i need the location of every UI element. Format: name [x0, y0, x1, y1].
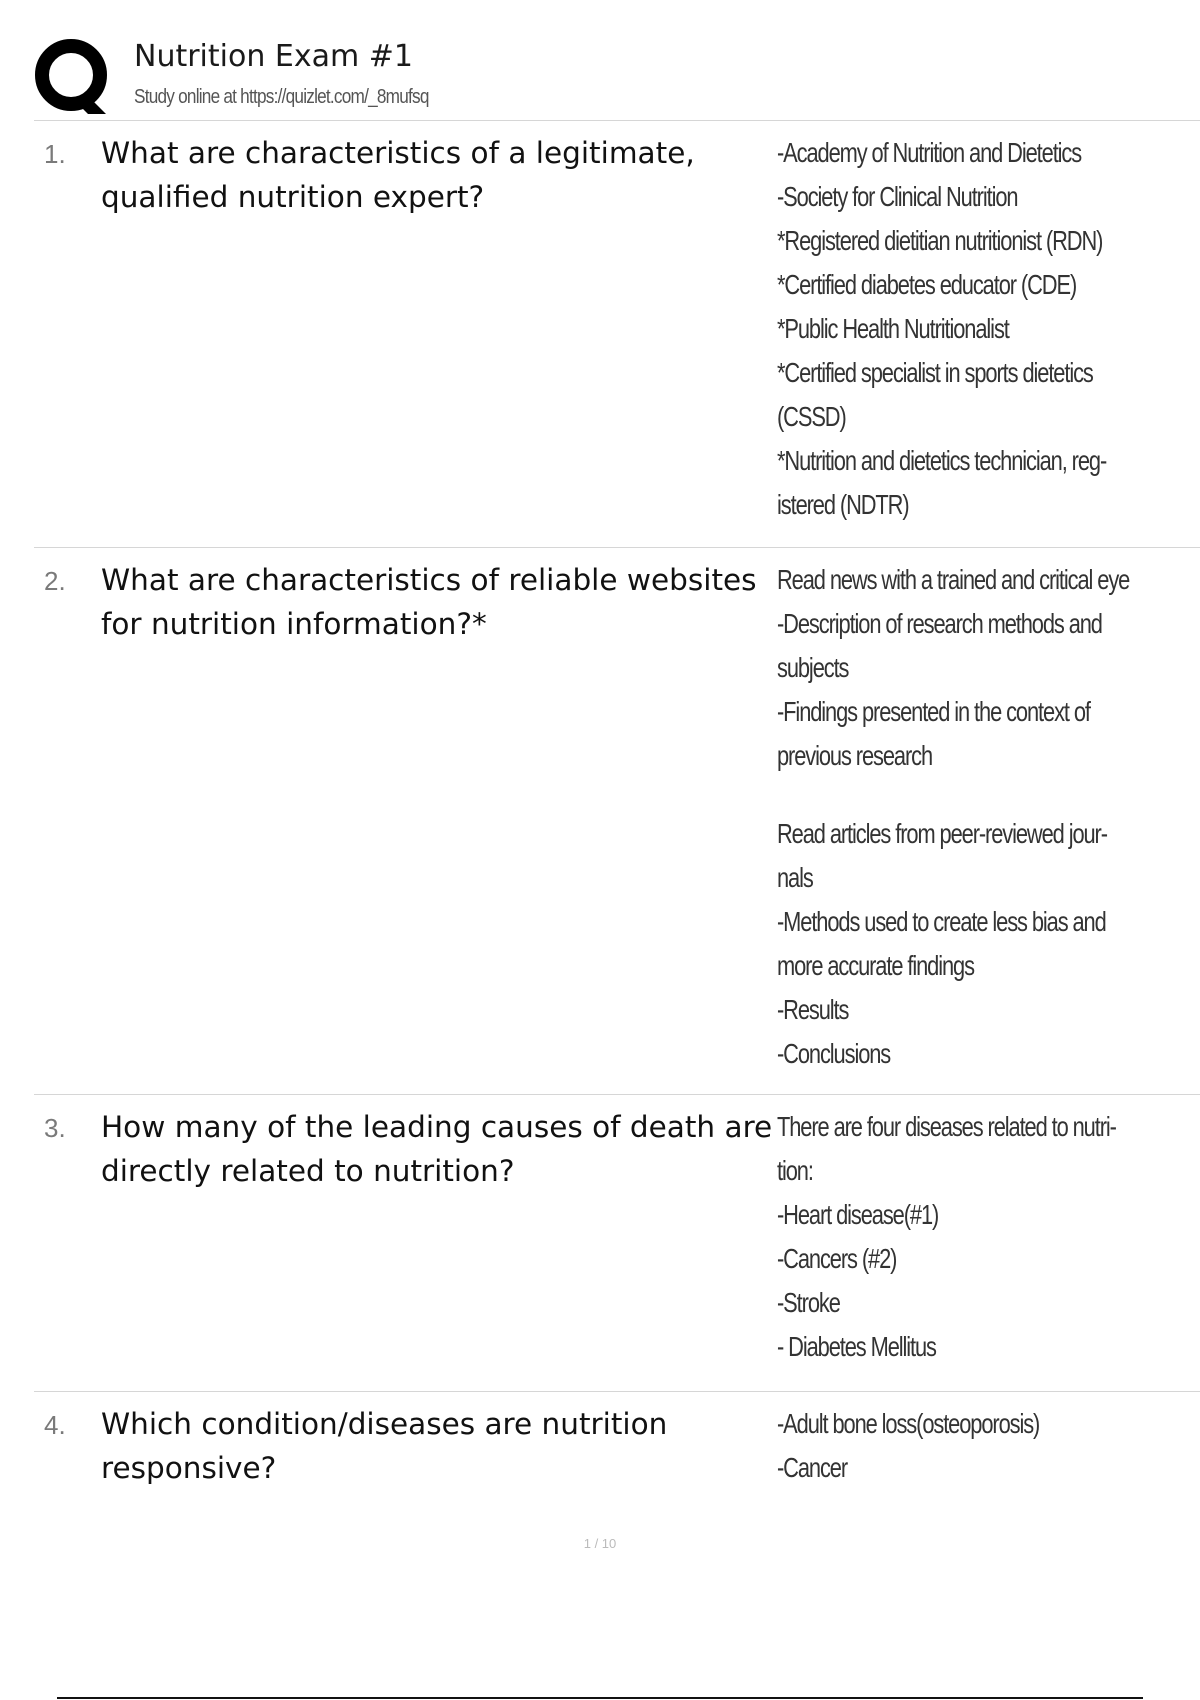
page-indicator: 1 / 10	[583, 1536, 617, 1551]
document-header	[34, 36, 1194, 120]
card-question: What are characteristics of reliable websites for nutrition information?*	[101, 563, 757, 641]
answer-line: *Certified specialist in sports dietetics	[777, 357, 1093, 388]
answer-line: -Heart disease(#1)	[777, 1199, 939, 1230]
answer-line: *Nutrition and dietetics technician, reg-	[777, 445, 1107, 476]
answer-line: -Description of research methods and	[777, 608, 1102, 639]
answer-line: nals	[777, 862, 813, 893]
card-answer	[777, 1105, 1200, 1369]
bottom-border	[57, 1697, 1143, 1699]
answer-line: more accurate findings	[777, 950, 974, 981]
answer-line: -Results	[777, 994, 849, 1025]
answer-line: -Society for Clinical Nutrition	[777, 181, 1018, 212]
answer-line: *Registered dietitian nutritionist (RDN)	[777, 225, 1103, 256]
answer-line: -Academy of Nutrition and Dietetics	[777, 137, 1082, 168]
answer-line: tion:	[777, 1155, 813, 1186]
flashcard	[34, 548, 1200, 1095]
answer-line: -Conclusions	[777, 1038, 891, 1069]
answer-line: subjects	[777, 652, 849, 683]
flashcard	[34, 1392, 1200, 1522]
answer-line: istered (NDTR)	[777, 489, 909, 520]
answer-line: Read articles from peer-reviewed jour-	[777, 818, 1107, 849]
card-question: What are characteristics of a legitimate, qualified nutrition expert?	[101, 136, 695, 214]
card-answer	[777, 1402, 1200, 1490]
answer-line: -Methods used to create less bias and	[777, 906, 1106, 937]
flashcard	[34, 1095, 1200, 1392]
card-number: 2.	[44, 566, 66, 596]
answer-line: -Cancer	[777, 1452, 848, 1483]
document-title: Nutrition Exam #1	[134, 39, 413, 74]
answer-line: -Stroke	[777, 1287, 840, 1318]
answer-line: There are four diseases related to nutri-	[777, 1111, 1116, 1142]
flashcard-list	[34, 121, 1200, 1522]
answer-line: (CSSD)	[777, 401, 846, 432]
card-question: How many of the leading causes of death are directly related to nutrition?	[101, 1110, 773, 1188]
answer-line: previous research	[777, 740, 933, 771]
answer-line: -Findings presented in the context of	[777, 696, 1090, 727]
card-question: Which condition/diseases are nutrition responsive?	[101, 1407, 668, 1485]
study-online-link-text[interactable]: Study online at https://quizlet.com/_8mufsq	[134, 86, 429, 108]
answer-line: - Diabetes Mellitus	[777, 1331, 936, 1362]
answer-line: -Cancers (#2)	[777, 1243, 897, 1274]
card-number: 3.	[44, 1113, 66, 1143]
answer-line: -Adult bone loss(osteoporosis)	[777, 1408, 1040, 1439]
card-answer	[777, 558, 1200, 1076]
answer-line: *Public Health Nutritionalist	[777, 313, 1009, 344]
quizlet-logo-icon	[34, 38, 114, 118]
card-answer	[777, 131, 1200, 527]
flashcard	[34, 121, 1200, 548]
answer-line: Read news with a trained and critical eye	[777, 564, 1130, 595]
answer-paragraph-gap	[777, 778, 1200, 812]
answer-line: *Certified diabetes educator (CDE)	[777, 269, 1077, 300]
card-number: 1.	[44, 139, 66, 169]
card-number: 4.	[44, 1410, 66, 1440]
